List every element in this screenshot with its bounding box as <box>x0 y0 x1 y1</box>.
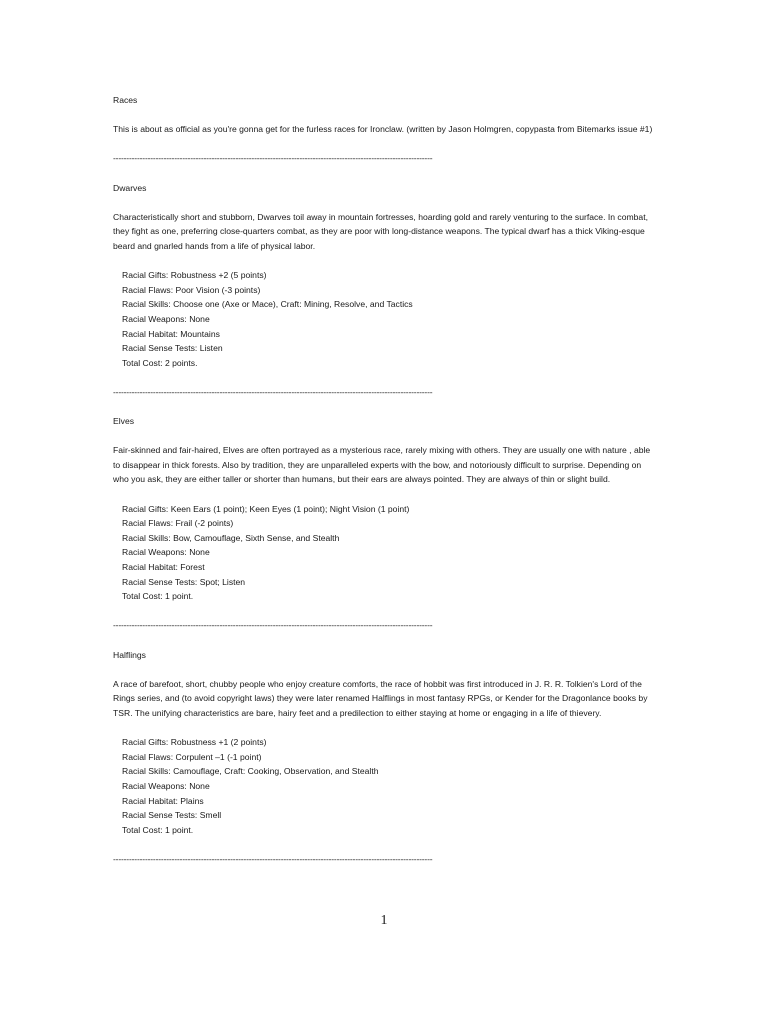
stat-sense-tests: Racial Sense Tests: Smell <box>122 810 222 821</box>
stat-habitat: Racial Habitat: Plains <box>122 795 204 806</box>
stat-skills: Racial Skills: Camouflage, Craft: Cooking, Observation, and Stealth <box>122 766 379 777</box>
stat-skills: Racial Skills: Bow, Camouflage, Sixth Sense, and Stealth <box>122 532 340 543</box>
stat-gifts: Racial Gifts: Robustness +2 (5 points) <box>122 270 267 281</box>
stat-total-cost: Total Cost: 1 point. <box>122 591 194 602</box>
section-description-halflings: A race of barefoot, short, chubby people who enjoy creature comforts, the race of hobbit was first introduced in J. R. R. Tolkien's Lord of the Rings series, and (to avoid copyright laws) they were later renamed Halflings in most fantasy RPGs, or Kender for the Dragonlance books by TSR. The unifying characteristics are bare, hairy feet and a predilection to either staying at home or engaging in a life of thievery. <box>113 678 648 718</box>
section-divider: ------------------------------------------------------------------------------------------------------------------------ <box>113 386 433 397</box>
stat-sense-tests: Racial Sense Tests: Spot; Listen <box>122 576 246 587</box>
stat-gifts: Racial Gifts: Robustness +1 (2 points) <box>122 737 267 748</box>
document-body <box>113 93 653 881</box>
document-title: Races <box>113 95 138 105</box>
stat-gifts: Racial Gifts: Keen Ears (1 point); Keen Eyes (1 point); Night Vision (1 point) <box>122 503 410 514</box>
section-heading-dwarves: Dwarves <box>113 182 147 193</box>
stat-block-halflings <box>113 735 653 837</box>
stat-habitat: Racial Habitat: Mountains <box>122 328 220 339</box>
intro-paragraph: This is about as official as you're gonna get for the furless races for Ironclaw. (written by Jason Holmgren, copypasta from Bitemarks issue #1) <box>113 124 653 135</box>
stat-block-dwarves <box>113 268 653 370</box>
section-divider: ------------------------------------------------------------------------------------------------------------------------ <box>113 853 433 864</box>
stat-flaws: Racial Flaws: Corpulent –1 (-1 point) <box>122 751 262 762</box>
stat-flaws: Racial Flaws: Frail (-2 points) <box>122 518 234 529</box>
stat-flaws: Racial Flaws: Poor Vision (-3 points) <box>122 284 261 295</box>
section-divider: ------------------------------------------------------------------------------------------------------------------------ <box>113 153 433 164</box>
stat-sense-tests: Racial Sense Tests: Listen <box>122 343 223 354</box>
section-heading-elves: Elves <box>113 416 135 427</box>
stat-habitat: Racial Habitat: Forest <box>122 562 205 572</box>
section-description-elves: Fair-skinned and fair-haired, Elves are often portrayed as a mysterious race, rarely mixing with others. They are usually one with nature , able to disappear in thick forests. Also by tradition, they are unparalleled experts with the bow, and notoriously difficult to surprise. Depending on who you ask, they are either taller or shorter than humans, but their ears are always pointed. They are always of thin or slight build. <box>113 445 651 485</box>
stat-weapons: Racial Weapons: None <box>122 547 210 558</box>
stat-weapons: Racial Weapons: None <box>122 780 210 791</box>
stat-total-cost: Total Cost: 1 point. <box>122 824 194 835</box>
section-divider: ------------------------------------------------------------------------------------------------------------------------ <box>113 620 433 631</box>
section-heading-halflings: Halflings <box>113 649 146 660</box>
section-description-dwarves: Characteristically short and stubborn, Dwarves toil away in mountain fortresses, hoarding gold and rarely venturing to the surface. In combat, they fight as one, preferring close-quarters combat, as they are poor with long-distance weapons. The typical dwarf has a thick Viking-esque beard and gnarled hands from a life of physical labor. <box>113 211 648 251</box>
stat-weapons: Racial Weapons: None <box>122 313 210 324</box>
stat-total-cost: Total Cost: 2 points. <box>122 357 198 368</box>
stat-skills: Racial Skills: Choose one (Axe or Mace), Craft: Mining, Resolve, and Tactics <box>122 299 413 310</box>
page-number: 1 <box>380 913 388 928</box>
stat-block-elves <box>113 502 653 604</box>
